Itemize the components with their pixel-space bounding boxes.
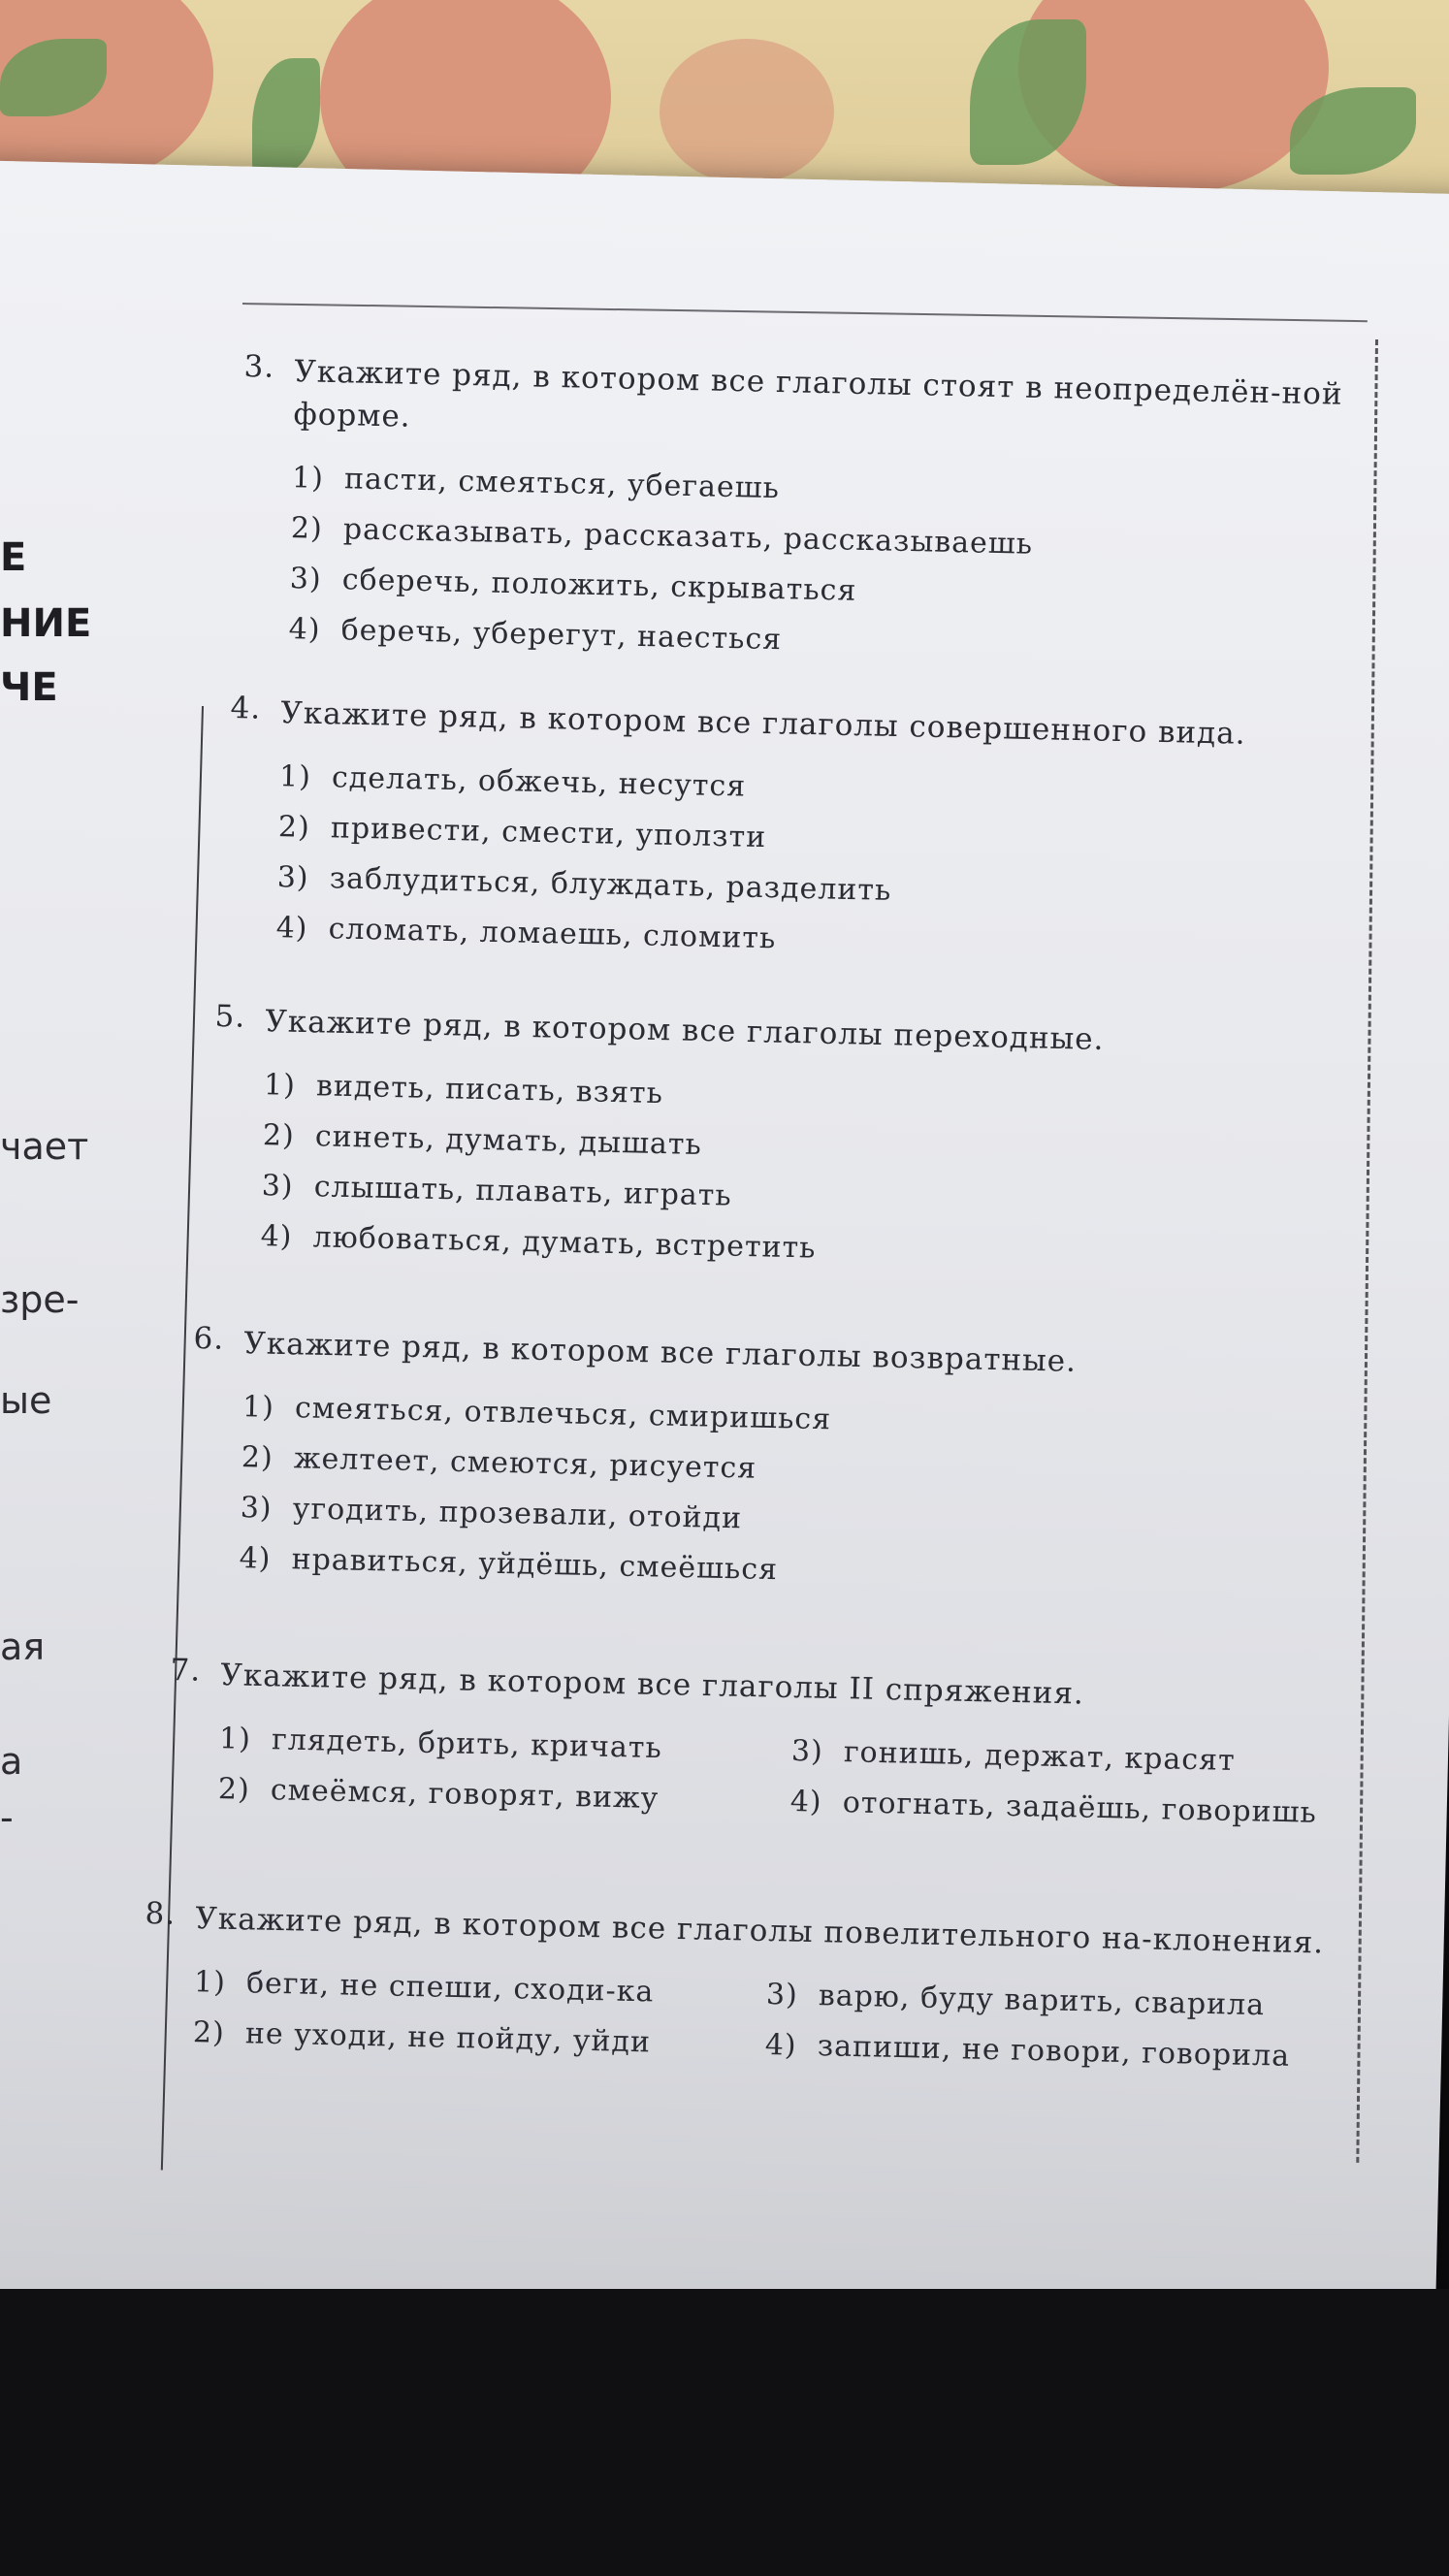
option-number: 1) <box>291 461 325 496</box>
option-number: 1) <box>278 759 312 794</box>
task-number: 5. <box>214 999 246 1035</box>
task-4 <box>225 691 1346 977</box>
option-text: сделать, обжечь, несутся <box>331 760 747 804</box>
margin-fragment: а <box>0 1740 23 1783</box>
option-number: 2) <box>290 511 324 546</box>
task-question: Укажите ряд, в котором все глаголы возвратные. <box>243 1326 1078 1379</box>
option-number: 2) <box>277 810 311 845</box>
option-number: 4) <box>275 911 308 946</box>
option-number: 2) <box>262 1118 296 1153</box>
cut-line-dashed <box>1356 339 1378 2163</box>
option-number: 1) <box>242 1390 275 1425</box>
option-number: 1) <box>263 1068 297 1103</box>
margin-fragment: зре- <box>0 1278 80 1321</box>
task-number: 4. <box>230 691 262 726</box>
option-number: 3) <box>765 1977 799 2012</box>
answer-options <box>275 752 1344 977</box>
margin-fragment: ЧЕ <box>0 665 58 710</box>
task-7 <box>167 1653 1334 1839</box>
option-number: 3) <box>261 1169 294 1204</box>
task-number: 8. <box>145 1896 177 1932</box>
option-number: 2) <box>192 2015 226 2050</box>
margin-fragment: - <box>0 1796 14 1839</box>
option-text: глядеть, брить, кричать <box>271 1723 663 1766</box>
option-number: 1) <box>193 1965 227 2000</box>
option-text: нравиться, уйдёшь, смеёшься <box>291 1542 779 1588</box>
option-text: варю, буду варить, сварила <box>818 1979 1266 2023</box>
option-text: не уходи, не пойду, уйди <box>244 2016 652 2060</box>
option-text: запиши, не говори, говорила <box>817 2029 1291 2074</box>
answer-options <box>239 1382 1307 1607</box>
option-number: 3) <box>790 1733 824 1769</box>
option-text: рассказывать, рассказать, рассказываешь <box>342 512 1034 562</box>
option-number: 4) <box>288 612 321 647</box>
option-number: 3) <box>276 860 309 895</box>
task-number: 3. <box>243 349 275 385</box>
option-text: угодить, прозевали, отойди <box>292 1492 743 1536</box>
option-text: любоваться, думать, встретить <box>312 1220 817 1266</box>
task-question: Укажите ряд, в котором все глаголы переходные. <box>265 1004 1105 1057</box>
task-5 <box>209 999 1331 1285</box>
answer-options <box>217 1714 1333 1839</box>
option-number: 4) <box>239 1541 272 1576</box>
option-number: 4) <box>260 1219 293 1254</box>
option-text: смеяться, отвлечься, смиришься <box>294 1391 832 1437</box>
option-text: беги, не спеши, сходи-ка <box>245 1966 655 2010</box>
answer-options <box>288 453 1357 678</box>
top-rule-line <box>242 303 1368 322</box>
option-text: пасти, смеяться, убегаешь <box>343 462 781 506</box>
answer-option <box>789 1777 1332 1839</box>
option-text: синеть, думать, дышать <box>314 1119 703 1162</box>
task-3 <box>238 349 1360 678</box>
option-number: 3) <box>289 562 323 596</box>
option-number: 4) <box>764 2027 797 2063</box>
margin-fragment: чает <box>0 1125 89 1168</box>
option-text: смеёмся, говорят, вижу <box>270 1773 660 1817</box>
task-number: 7. <box>170 1653 202 1689</box>
margin-fragment: Е <box>0 535 27 580</box>
task-question: Укажите ряд, в котором все глаголы стоят в неопределён-ной форме. <box>293 354 1343 435</box>
margin-fragment: НИЕ <box>0 601 92 646</box>
option-text: беречь, уберегут, наесться <box>340 613 783 658</box>
option-text: сберечь, положить, скрываться <box>341 563 857 608</box>
option-text: заблудиться, блуждать, разделить <box>329 861 892 908</box>
answer-options <box>260 1060 1329 1285</box>
margin-fragment: ые <box>0 1379 52 1422</box>
option-number: 4) <box>789 1784 822 1819</box>
task-8 <box>142 1896 1347 2083</box>
option-text: сломать, ломаешь, сломить <box>328 912 777 956</box>
option-number: 2) <box>217 1772 251 1807</box>
option-number: 3) <box>240 1491 273 1526</box>
option-text: отогнать, задаёшь, говоришь <box>842 1786 1318 1830</box>
option-text: привести, смести, уползти <box>330 811 767 855</box>
option-text: слышать, плавать, играть <box>313 1170 733 1213</box>
task-number: 6. <box>193 1321 225 1357</box>
option-text: желтеет, смеются, рисуется <box>293 1441 757 1486</box>
option-text: гонишь, держат, красят <box>843 1735 1237 1778</box>
option-number: 2) <box>241 1440 274 1475</box>
option-text: видеть, писать, взять <box>315 1069 664 1111</box>
answer-options <box>192 1957 1346 2083</box>
task-question: Укажите ряд, в котором все глаголы II спряжения. <box>220 1658 1085 1712</box>
task-question: Укажите ряд, в котором все глаголы совершенного вида. <box>280 695 1246 752</box>
option-number: 1) <box>218 1722 252 1756</box>
margin-fragment: ая <box>0 1626 46 1668</box>
task-6 <box>188 1321 1309 1607</box>
task-question: Укажите ряд, в котором все глаголы повелительного на-клонения. <box>195 1901 1325 1961</box>
